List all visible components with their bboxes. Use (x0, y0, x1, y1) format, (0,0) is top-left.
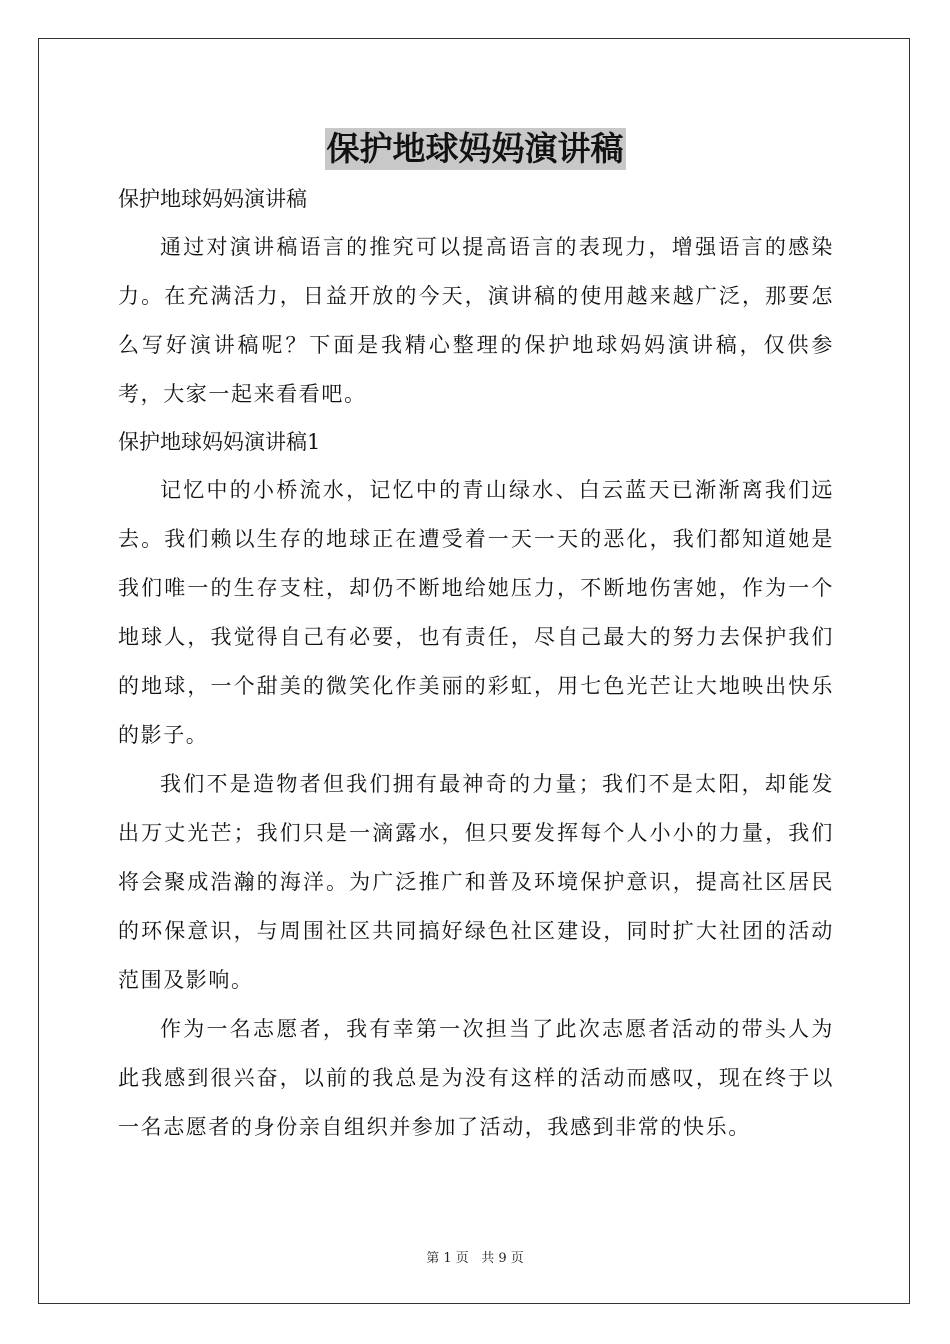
body-paragraph-1: 记忆中的小桥流水，记忆中的青山绿水、白云蓝天已渐渐离我们远去。我们赖以生存的地球正在遭受着一天一天的恶化，我们都知道她是我们唯一的生存支柱，却仍不断地给她压力，不断地伤害她，作为一个地球人，我觉得自己有必要，也有责任，尽自己最大的努力去保护我们的地球，一个甜美的微笑化作美丽的彩虹，用七色光芒让大地映出快乐的影子。 (118, 478, 834, 747)
page-footer: 第 1 页 共 9 页 (426, 1251, 524, 1266)
title-container (0, 128, 950, 170)
body-paragraph-2: 我们不是造物者但我们拥有最神奇的力量；我们不是太阳，却能发出万丈光芒；我们只是一滴露水，但只要发挥每个人小小的力量，我们将会聚成浩瀚的海洋。为广泛推广和普及环境保护意识，提高社区居民的环保意识，与周围社区共同搞好绿色社区建设，同时扩大社团的活动范围及影响。 (118, 772, 834, 992)
body-paragraph-3: 作为一名志愿者，我有幸第一次担当了此次志愿者活动的带头人为此我感到很兴奋，以前的我总是为没有这样的活动而感叹，现在终于以一名志愿者的身份亲自组织并参加了活动，我感到非常的快乐。 (118, 1017, 834, 1139)
document-title: 保护地球妈妈演讲稿 (326, 129, 624, 168)
intro-paragraph: 通过对演讲稿语言的推究可以提高语言的表现力，增强语言的感染力。在充满活力，日益开放的今天，演讲稿的使用越来越广泛，那要怎么写好演讲稿呢？下面是我精心整理的保护地球妈妈演讲稿，仅供参考，大家一起来看看吧。 (118, 235, 834, 406)
section-heading: 保护地球妈妈演讲稿1 (118, 430, 321, 454)
document-subtitle: 保护地球妈妈演讲稿 (118, 187, 307, 211)
document-body (118, 180, 834, 1152)
